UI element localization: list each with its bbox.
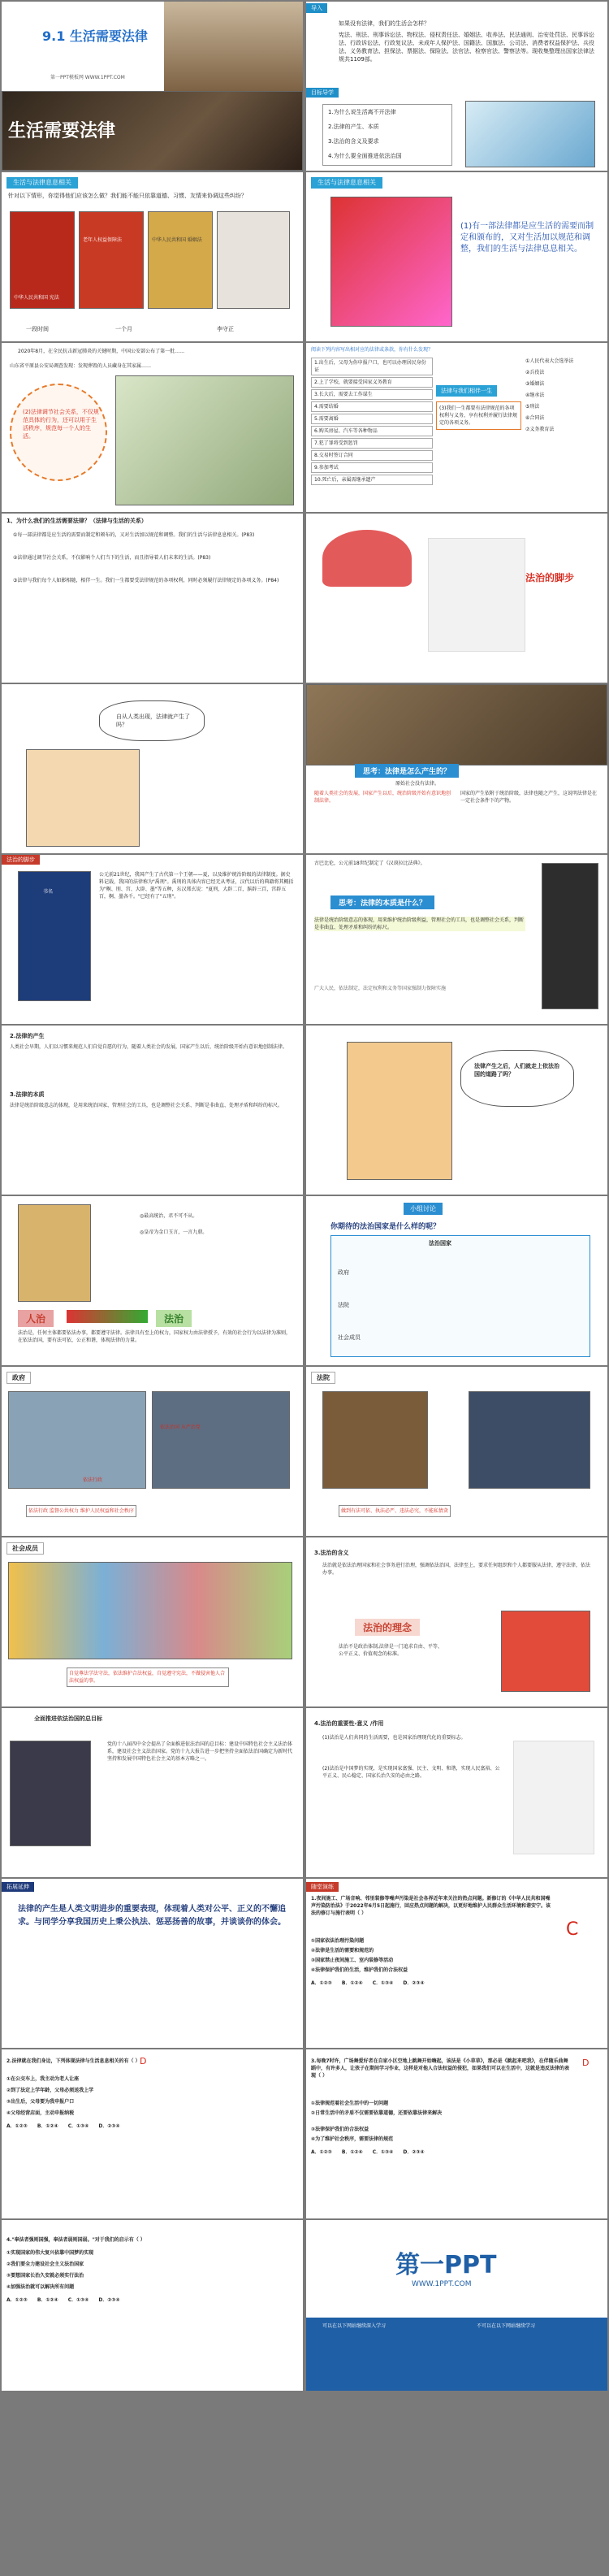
slide-rule-question: [306, 1026, 607, 1195]
why-law-point-3: ③法律与我们每个人如影相随，相伴一生。我们一生都要受法律规范的各项权利，同时必须履行法律规定的各项义务。(P84): [13, 578, 279, 583]
why-law-title: 1、为什么我们的生活需要法律？（法律与生活的关系）: [6, 518, 147, 524]
event-item: 10.死亡后，亲属需继承遗产: [311, 475, 433, 485]
constitution-book: 中华人民共和国 宪法: [10, 211, 75, 309]
slide-logo: [306, 2220, 607, 2391]
slide-rule-of-law-steps: [306, 514, 607, 683]
slide-intro: [306, 2, 607, 171]
slide-life-laws: [306, 343, 607, 512]
resources-right: 不可以在以下网站继续学习: [477, 2323, 536, 2329]
q2-text: 2.法律就在我们身边，下列体现法律与生活息息相关的有（ ）: [6, 2058, 140, 2064]
rule-of-law-explain: 法治是，任何主体都要依法办事，都要遵守法律。法律具有至上的权力，国家权力由法律授予，有效的社会行为以法律为准则，在依法治国，要有法可依，公正和谐，体现法律的力量。: [18, 1330, 292, 1343]
goal-2: 2.法律的产生、本质: [328, 124, 379, 130]
q4-text: 4."奉法者强则国强，奉法者弱则国弱。"对于我们的启示有（ ）: [6, 2237, 145, 2243]
origin-point-1: 随着人类社会的发展，国家产生以后，统治阶级开始有意识地创制法律。: [314, 791, 451, 804]
q3-option: ②日常生活中的矛盾不仅需要依靠道德，还要依靠法律来解决: [311, 2110, 443, 2116]
court-photo: [322, 1391, 428, 1489]
meaning-text: 法治就是依法治理国家和社会事务进行治理，强调依法治国，法律至上，要求任何组织和个人都要服从法律，遵守法律，依法办事。: [322, 1563, 591, 1576]
q4-option: ④加强法治就可以解决所有问题: [6, 2284, 75, 2290]
slide-group-discussion: [306, 1196, 607, 1365]
q4-option: ②我们要全力建设社会主义法治国家: [6, 2262, 84, 2267]
essence-heading: 3.法律的本质: [10, 1091, 45, 1098]
label-3: 李守正: [217, 326, 234, 332]
slide-title-text: 9.1 生活需要法律: [42, 28, 148, 44]
law-books-stack: [330, 197, 452, 327]
slide-court: [306, 1367, 607, 1536]
q2-answer: D: [140, 2056, 147, 2066]
why-law-point-1: ①每一部法律都是应生活的需要而制定和颁布的，又对生活加以规范和调整。我们的生活与法律息息相关。(P83): [13, 532, 255, 538]
rule-of-law-label: 法治: [156, 1310, 192, 1327]
origin-heading: 2.法律的产生: [10, 1033, 45, 1039]
table-row: 政府: [338, 1269, 349, 1276]
discussion-tag: 小组讨论: [404, 1203, 443, 1215]
slide-origin-essence: [2, 1026, 303, 1195]
question-bubble: 自从人类出现，法律就产生了吗？: [99, 700, 205, 741]
elder-law-book: 老年人权益保障法: [79, 211, 144, 309]
leader-photo: [10, 1741, 91, 1846]
slide-law-essence: [306, 855, 607, 1024]
importance-point-2: (2)法治是中国梦的实现，是实现国家富强、民主、文明、和谐，实现人民富裕、公平正义、民心稳定、国家长治久安的必由之路。: [322, 1766, 500, 1779]
origin-point-2: 国家的产生依附于统治阶级，法律也随之产生，这说明法律是在一定社会条件下的产物。: [460, 791, 598, 804]
gov-caption-1: 依法治国 从严治党: [160, 1425, 201, 1430]
umbrella-image: [322, 530, 412, 587]
goal-3: 3.法治的含义及要求: [328, 138, 379, 145]
gavel-cartoon: [469, 1391, 590, 1489]
q3-text: 3.每晚7时许，广场舞爱好者在自家小区空地上跳舞开始嗨起，该法是《小草草》，那必是《跳起来吧我》，在伴随乐曲舞蹈中，有许多人，让孩子在期间学习作业，这样是对他人合法权益的侵犯，如果我们可以在生活中，这就是违反法律的表现（ ）: [311, 2058, 570, 2079]
event-item: 2.上了学校，就要接受国家义务教育: [311, 377, 433, 388]
slide-practice-4: [2, 2220, 303, 2391]
q3-option: ④为了维护社会秩序，需要法律的规范: [311, 2136, 394, 2142]
goal-4: 4.为什么要全面推进依法治国: [328, 153, 402, 159]
q1-option: ①国家依法治理污染问题: [311, 1938, 365, 1944]
slide-practice-3: [306, 2049, 607, 2218]
thought-bubble: (2)法律调节社会关系，不仅规范具体的行为，还可以用于生活秩序，规范每一个人的生活。: [10, 384, 107, 481]
scenario-question: 针对以下情形，你觉得他们应该怎么做？我们能不能只依靠道德、习惯、友情来协调这些纠纷？: [8, 193, 247, 199]
slide-law-origin: [306, 684, 607, 853]
meaning-title: 3.法治的含义: [314, 1550, 349, 1556]
code-stele: [542, 863, 598, 1009]
table-row: 社会成员: [338, 1334, 361, 1341]
slide-why-law: [2, 514, 303, 683]
q2-option: ④父母经营店面，主动申报纳税: [6, 2110, 75, 2116]
q4-choices: A．①②③ B．①②④ C．①③④ D．②③④: [6, 2297, 120, 2303]
q4-option: ①实现国家的伟大复兴依靠中国梦的实现: [6, 2250, 94, 2256]
arrow: [67, 1310, 148, 1323]
brand-url: WWW.1PPT.COM: [412, 2280, 472, 2288]
slide-rule-meaning: [306, 1537, 607, 1706]
goals-box: [322, 104, 452, 166]
law-item: ①人民代表大会选举法: [525, 358, 574, 364]
rule-concept-label: 法治的理念: [355, 1619, 420, 1636]
essence-paragraph: 法律是统治阶级意志的体现，是用来统治国家、管理社会的工具，也是调整社会关系、判断是非曲直、处理矛盾和纠纷的标尺。: [10, 1103, 283, 1108]
slide-importance: [306, 1708, 607, 1877]
finding-note: (3)我们一生都要有法律规范的各项权利与义务，享有权利并履行法律规定的各项义务。: [436, 401, 521, 430]
gov-photo-2: [152, 1391, 290, 1489]
think-banner: 思考：法律是怎么产生的？: [355, 764, 459, 778]
rule-of-law-title: 法治的脚步: [525, 572, 575, 583]
intro-tag: 导入: [306, 3, 327, 13]
q1-option: ③国家禁止夜间施工、室内装修等活动: [311, 1958, 394, 1963]
slide-practice-1: [306, 1879, 607, 2048]
importance-title: 4.法治的重要性-意义 /作用: [314, 1720, 384, 1727]
gov-photo-1: [8, 1391, 146, 1489]
goal-text: 党的十八届四中全会提出了全面推进依法治国的总目标：建设中国特色社会主义法治体系，建设社会主义法治国家。党的十九大报告进一步把坚持全面依法治国确定为新时代坚持和发展中国特色社会主义的基本方略之一。: [107, 1741, 293, 1762]
china-map: [501, 1611, 590, 1692]
slide-practice-2: [2, 2049, 303, 2218]
event-item: 8.交易时签订合同: [311, 450, 433, 461]
intro-question: 如果没有法律，我们的生活会怎样？: [339, 20, 430, 27]
laws-statement: (1)有一部法律都是应生活的需要而制定和颁布的，又对生活加以规范和调整，我们的生活与法律息息相关。: [460, 222, 594, 254]
marriage-law-book: 中华人民共和国 婚姻法: [148, 211, 213, 309]
question-bubble-2: 法律产生之后，人们就走上依法治国的道路了吗？: [460, 1050, 574, 1107]
goals-tag: 目标导学: [306, 88, 339, 98]
q2-choices: A．①②③ B．①②④ C．①③④ D．②③④: [6, 2123, 120, 2129]
vegetable-photo: [115, 375, 294, 505]
brand-logo: 第一PPT: [395, 2251, 497, 2279]
event-item: 6.购买房屋、汽车等各种物品: [311, 426, 433, 436]
origin-answer: 原始社会没有法律。: [395, 781, 440, 787]
life-events: [311, 358, 433, 487]
q4-option: ③要想国家长治久安就必须实行法治: [6, 2273, 84, 2279]
discussion-question: 你期待的法治国家是什么样的呢？: [330, 1223, 441, 1231]
q3-choices: A．①②③ B．①②④ C．①③④ D．②③④: [311, 2149, 425, 2155]
table-header: 法治国家: [429, 1240, 451, 1247]
extension-tag: 拓展延伸: [2, 1882, 34, 1892]
footer-url: 第一PPT模板网 WWW.1PPT.COM: [50, 75, 125, 80]
event-item: 1.出生后，父母为你申报户口，也可以办理居民身份证: [311, 358, 433, 375]
banner-title: 生活需要法律: [8, 121, 116, 141]
slide-laws-stack: [306, 172, 607, 341]
slide-overall-goal: [2, 1708, 303, 1877]
law-item: ⑥合同法: [525, 415, 545, 421]
slide-government: [2, 1367, 303, 1536]
slide-extension: [2, 1879, 303, 2048]
slide-laws-examples: [2, 172, 303, 341]
citizens-cartoons: [8, 1562, 292, 1659]
q3-answer: D: [582, 2058, 590, 2068]
q3-option: ①法律规范着社会生活中的一切问题: [311, 2101, 389, 2106]
discussion-table: [330, 1235, 590, 1357]
citizens-tag: 社会成员: [6, 1542, 44, 1555]
q1-answer: C: [566, 1919, 579, 1940]
law-item: ④继承法: [525, 392, 545, 398]
citizens-caption: 自觉尊法学法守法，依法维护合法权益，自觉遵守宪法，不做侵害他人合法权益的事。: [67, 1667, 229, 1687]
event-item: 4.需要结婚: [311, 401, 433, 412]
rule-concept-caption: 法治不是政治体制,法律是一门追求自由、平等、公平正义、价值观念的标准。: [339, 1644, 443, 1657]
q1-option: ④法律保护我们的生活，维护我们的合法权益: [311, 1967, 408, 1973]
event-item: 5.需要离婚: [311, 414, 433, 424]
finding-banner: 法律与我们相伴一生: [436, 385, 497, 397]
label-1: 一段时间: [26, 326, 49, 332]
importance-point-1: (1)法治是人们共同的生活需要，也是国家治理现代化的重要标志。: [322, 1735, 466, 1741]
rule-of-law-tag: 法治的脚步: [2, 855, 40, 865]
court-bottom: 做到有法可依、执法必严、违法必究，不能私情贪: [339, 1505, 451, 1517]
event-item: 9.参加考试: [311, 462, 433, 473]
thinking-cartoon: [347, 1042, 452, 1180]
slide-ancient-law: [2, 855, 303, 1024]
gov-caption-2: 依法行政: [83, 1477, 103, 1483]
gov-bottom: 依法行政 监督公共权力 维护人民权益和社会秩序: [26, 1505, 136, 1517]
intro-law-list: 宪法、刑法、刑事诉讼法、物权法、侵权责任法、婚姻法、收养法、民法通则、治安处罚法、民事诉讼法、行政诉讼法、行政复议法、未成年人保护法、国籍法、国旗法、公司法、消费者权益保护法、兵役法、义务教育法、担保法、票据法、保险法、法官法、检察官法、警察法等。现收集整理出国家法律法规共1109部。: [339, 32, 594, 63]
law-item: ③婚姻法: [525, 381, 545, 387]
q1-choices: A．①②③ B．①②④ C．①③④ D．②③④: [311, 1980, 425, 1986]
resources-left: 可以在以下网站继续深入学习: [322, 2323, 387, 2329]
emperor-portrait: [18, 1204, 91, 1302]
slide-law-origin-question: [2, 684, 303, 853]
why-law-point-2: ②法律通过调节社会关系，不仅影响个人们当下的生活，而且指导着人们未来的生活。(P83): [13, 555, 211, 561]
q3-option: ③法律保护我们的合法权益: [311, 2127, 369, 2132]
law-item: ⑤刑法: [525, 404, 540, 410]
label-2: 一个月: [115, 326, 132, 332]
man-rule-line-1: ◎最高统治，君不可不从。: [140, 1213, 198, 1219]
babylon-text: 古巴比伦，公元前18世纪制定了《汉谟拉比法典》。: [314, 861, 425, 866]
scales-image: [513, 1741, 594, 1854]
q2-option: ③出生后，父母要为我申报户口: [6, 2099, 75, 2105]
scale-illustration: [428, 538, 525, 652]
section-tag: 生活与法律息息相关: [311, 177, 382, 189]
q2-option: ②到了法定上学年龄，父母必须送我上学: [6, 2088, 94, 2093]
slide-title: [2, 2, 303, 171]
xia-law-text: 公元前21世纪，我国产生了古代第一个王朝——夏，以及维护统治阶级的法律制度。据史料记载，我国的法律称为"禹刑"。禹刑的具体内容已经无从考证，汉代以后的典籍将其概括为"劓、刖、宫、大辟、墨"等五种，东汉郑玄说："夏刑，大辟二百，膑辟三百，宫辟五百，劓、墨各千。"已经有了"五刑"。: [99, 872, 294, 900]
slide-rule-by-man: [2, 1196, 303, 1365]
goal-title: 全面推进依法治国的总目标: [34, 1715, 102, 1722]
law-item: ②兵役法: [525, 370, 545, 375]
slide-news-case: [2, 343, 303, 512]
man-rule-line-2: ◎皇帝为金口玉言，一言九鼎。: [140, 1229, 208, 1235]
table-row: 法院: [338, 1302, 349, 1308]
essence-foot: 广大人民，依法制定，法定权利和义务等国家强制力保障实施: [314, 986, 447, 991]
section-tag: 生活与法律息息相关: [6, 177, 78, 189]
practice-tag: 随堂演练: [306, 1882, 339, 1892]
news-text: 2020年8月，在全民抗击新冠肺炎的关键时期，中国公安部公布了第一批……: [18, 349, 185, 354]
origin-paragraph: 人类社会早期，人们以习惯来规范人们自觉自愿的行为，随着人类社会的发展，国家产生以后，统治阶级开始有意识地创制法律。: [10, 1044, 288, 1050]
goal-1: 1.为什么说生活离不开法律: [328, 109, 396, 115]
ancient-book: 书名: [18, 871, 91, 1001]
q1-text: 1.夜间施工、广场音响、邻里装修等噪声污染是社会各界近年来关注的热点问题。新修订的《中华人民共和国噪声污染防治法》于2022年6月5日起施行，回应热点问题的解决，以更好地维护人民群众生活环境和谐安宁。该法的修订与施行表明（ ）: [311, 1896, 551, 1916]
match-heading: 阅读下列内容写出相对应的法律或条款，你有什么发现？: [311, 347, 434, 353]
extension-text: 法律的产生是人类文明进步的重要表现，体现着人类对公平、正义的不懈追求。与同学分享我国历史上秉公执法、惩恶扬善的故事，并谈谈你的体会。: [18, 1905, 286, 1927]
event-item: 7.犯了罪将受到惩罚: [311, 438, 433, 449]
rule-by-man-label: 人治: [18, 1310, 54, 1327]
primitive-scene: [306, 684, 607, 765]
student-cartoon: [26, 749, 140, 847]
think-essence: 思考：法律的本质是什么？: [330, 896, 434, 909]
slide-citizens: [2, 1537, 303, 1706]
cartoon-image: [217, 211, 290, 309]
q2-option: ①在公交车上，我主动为老人让座: [6, 2076, 80, 2082]
scale-photo: [164, 2, 303, 91]
essence-answer: 法律是统治阶级意志的体现，用来维护统治阶级利益，管理社会的工具，也是调整社会关系，判断是非曲直、处理矛盾和纠纷的标尺。: [314, 917, 525, 930]
law-list: [525, 358, 603, 437]
news-sub: 山东省平原县公安局调查发现：发现葬毁的人员藏身在其家属……: [10, 363, 152, 369]
law-item: ⑦义务教育法: [525, 427, 555, 432]
q1-option: ②法律是生活的需要和规范的: [311, 1948, 374, 1954]
court-tag: 法院: [311, 1372, 335, 1384]
government-tag: 政府: [6, 1372, 31, 1384]
event-item: 3.长大后，需要去工作谋生: [311, 389, 433, 400]
goals-illustration: [465, 101, 595, 167]
